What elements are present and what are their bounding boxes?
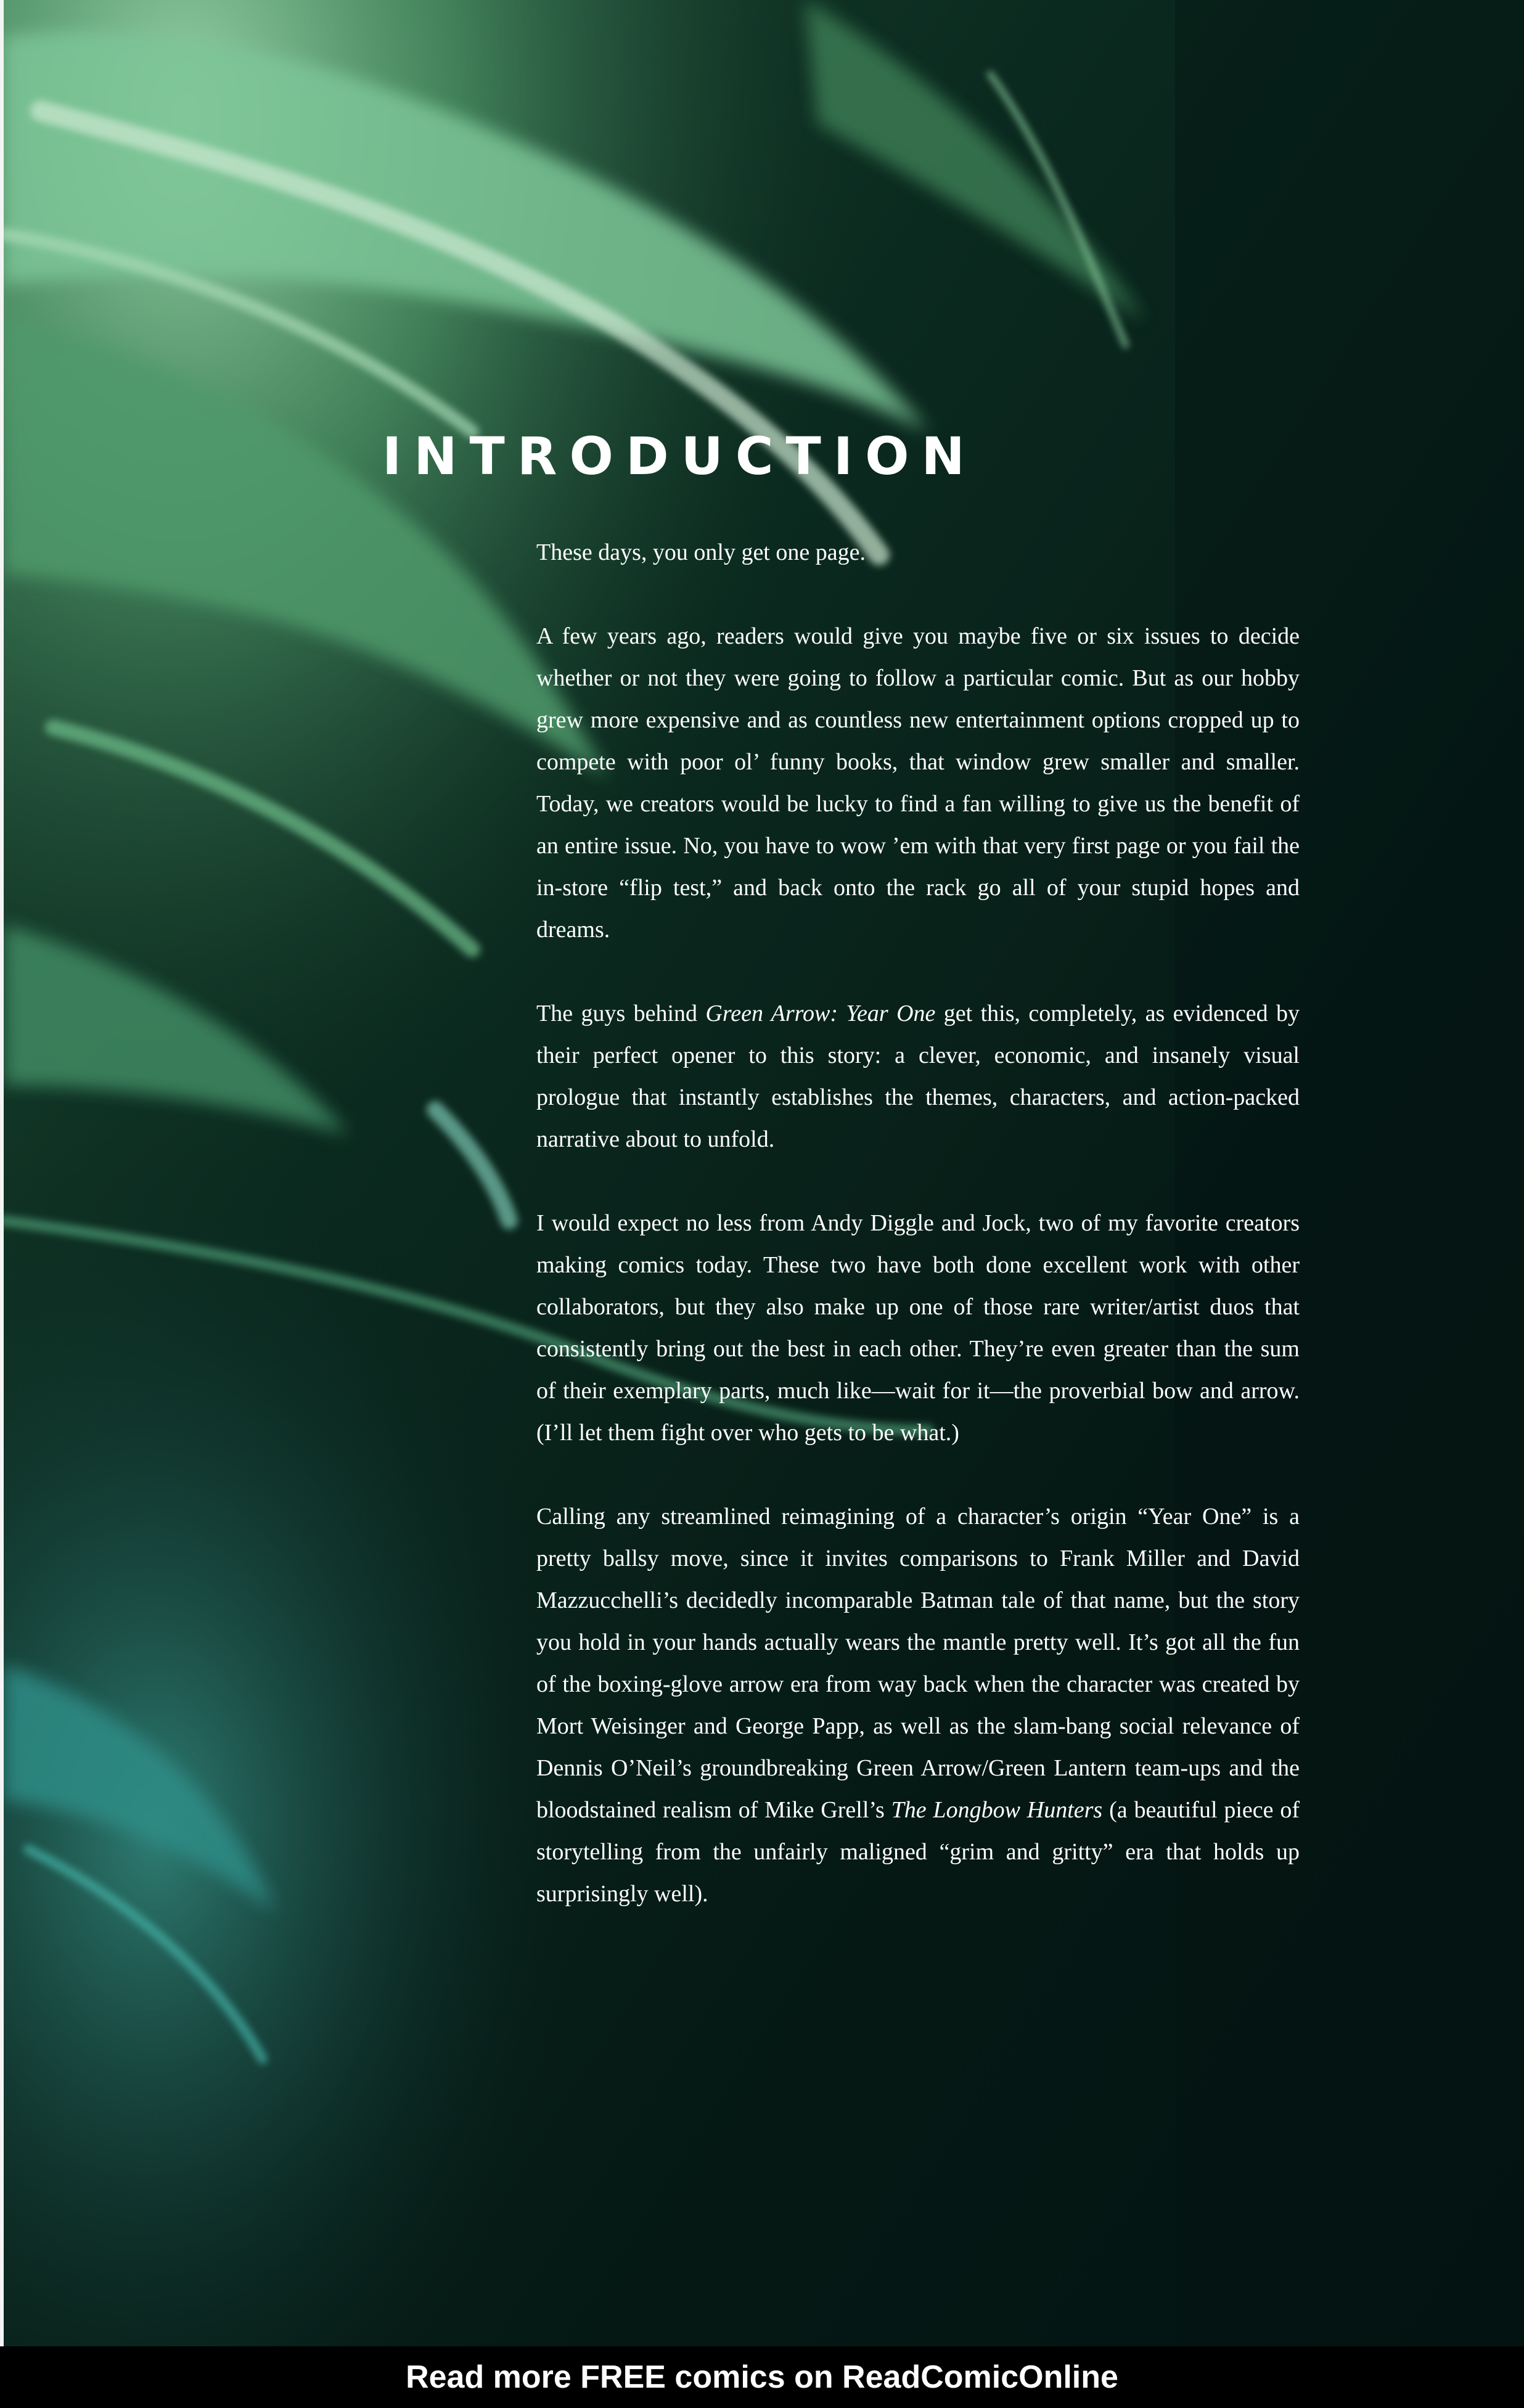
book-title-green-arrow: Green Arrow: Year One: [705, 1001, 936, 1026]
paragraph-3: [536, 993, 1300, 1160]
paragraph-5-text-b: (a beautiful piece of storytelling from the unfairly maligned “grim and gritty” era that holds up surprisingly well).: [536, 1797, 1300, 1907]
paragraph-4: I would expect no less from Andy Diggle and Jock, two of my favorite creators making comics today. These two have both done excellent work with other collaborators, but they also make up one of those rare writer/artist duos that consistently bring out the best in each other. They’re even greater than the sum of their exemplary parts, much like—wait for it—the proverbial bow and arrow. (I’ll let them fight over who gets to be what.): [536, 1210, 1300, 1446]
paragraph-5-text-a: Calling any streamlined reimagining of a character’s origin “Year One” is a pretty ballsy move, since it invites comparisons to Frank Miller and David Mazzucchelli’s decidedly incomparable Batman tale of that name, but the story you hold in your hands actually wears the mantle pretty well. It’s got all the fun of the boxing-glove arrow era from way back when the character was created by Mort Weisinger and George Papp, as well as the slam-bang social relevance of Dennis O’Neil’s groundbreaking Green Arrow/Green Lantern team-ups and the bloodstained realism of Mike Grell’s: [536, 1504, 1300, 1823]
paragraph-1: These days, you only get one page.: [536, 539, 866, 565]
paragraph-2: A few years ago, readers would give you maybe five or six issues to decide whether or not they were going to follow a particular comic. But as our hobby grew more expensive and as countless new entertainment options cropped up to compete with poor ol’ funny books, that window grew smaller and smaller. Today, we creators would be lucky to find a fan willing to give us the benefit of an entire issue. No, you have to wow ’em with that very first page or you fail the in-store “flip test,” and back onto the rack go all of your stupid hopes and dreams.: [536, 623, 1300, 943]
paragraph-3-text-b: get this, completely, as evidenced by their perfect opener to this story: a clever, economic, and insanely visual prologue that instantly establishes the themes, characters, and action-packed narrative about to unfold.: [536, 1001, 1300, 1152]
paragraph-5: [536, 1496, 1300, 1915]
page-title: INTRODUCTION: [382, 426, 977, 486]
footer-text: Read more FREE comics on ReadComicOnline: [406, 2359, 1118, 2395]
footer-banner: [0, 2346, 1524, 2408]
introduction-body: [536, 531, 1300, 1957]
paragraph-3-text-a: The guys behind: [536, 1001, 706, 1026]
book-title-longbow-hunters: The Longbow Hunters: [891, 1797, 1103, 1823]
